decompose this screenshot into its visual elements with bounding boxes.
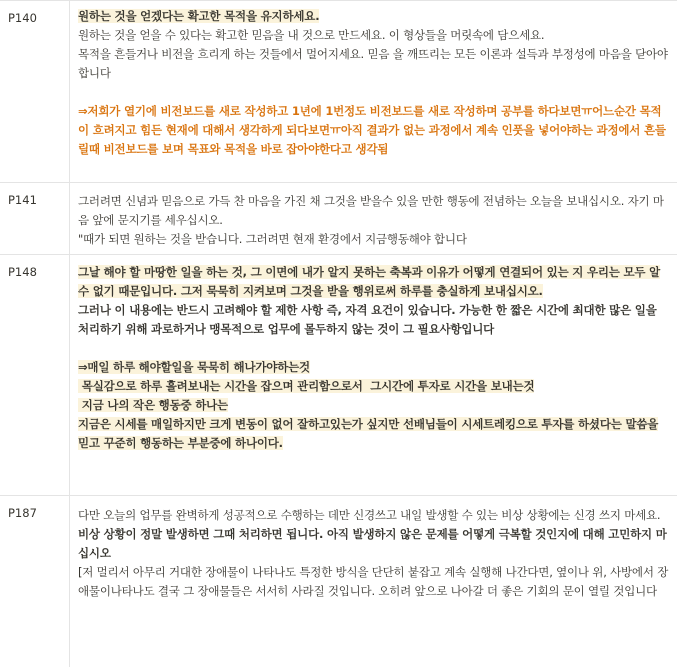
highlighted-line: 지금 나의 작은 행동중 하나는: [78, 398, 228, 412]
body-text: 목적을 흔들거나 비전을 흐리게 하는 것들에서 멀어지세요. 믿음 을 깨뜨리는 모든 이론과 설득과 부정성에 마음을 닫아야 합니다: [78, 47, 668, 80]
bold-paragraph: 비상 상황이 정말 발생하면 그때 처리하면 됩니다. 아직 발생하지 않은 문제를 어떻게 극복할 것인지에 대해 고민하지 마십시오: [78, 527, 667, 560]
highlighted-paragraph: 그날 해야 할 마땅한 일을 하는 것, 그 이면에 내가 알지 못하는 축복과 이유가 어떻게 연결되어 있는 지 우리는 모두 알 수 없기 때문입니다. 그저 묵묵히 지켜보며 그것을 받을 행위로써 하루를 충실하게 보내십시오.: [78, 265, 661, 298]
page-number-cell: P187: [0, 496, 70, 667]
highlighted-line: 지금은 시세를 매일하지만 크게 변동이 없어 잘하고있는가 싶지만 선배님들이 시세트레킹으로 투자를 하셨다는 말씀을 믿고 꾸준히 행동하는 부분중에 하나이다.: [78, 417, 659, 450]
page-number-cell: P148: [0, 255, 70, 495]
body-text: [저 멀리서 아무리 거대한 장애물이 나타나도 특정한 방식을 단단히 붙잡고 계속 실행해 나간다면, 옆이나 위, 사방에서 장애물이나타나도 결국 그 장애물들은 서서히 사라질 것입니다. 오히려 앞으로 나아갈 더 좋은 기회의 문이 열릴 것입니다: [78, 565, 669, 598]
content-cell[interactable]: [70, 183, 677, 254]
content-cell[interactable]: [70, 1, 677, 182]
page-number-cell: P140: [0, 1, 70, 182]
body-text: 원하는 것을 얻을 수 있다는 확고한 믿음을 내 것으로 만드세요. 이 형상들을 머릿속에 담으세요.: [78, 28, 545, 42]
body-text: "때가 되면 원하는 것을 받습니다. 그러려면 현재 환경에서 지금행동해야 합니다: [78, 232, 467, 246]
body-text: 그러려면 신념과 믿음으로 가득 찬 마음을 가진 채 그것을 받을수 있을 만한 행동에 전념하는 오늘을 보내십시오. 자기 마음 앞에 문지기를 세우십시오.: [78, 194, 664, 227]
highlighted-line: 목실감으로 하루 흘려보내는 시간을 잡으며 관리함으로서 그시간에 투자로 시간을 보내는것: [78, 379, 535, 393]
table-row: [0, 496, 677, 667]
content-cell[interactable]: [70, 496, 677, 667]
orange-comment: ⇒저희가 열기에 비전보드를 새로 작성하고 1년에 1번정도 비전보드를 새로 작성하며 공부를 하다보면ㅠ어느순간 목적이 흐려지고 힘든 현재에 대해서 생각하게 되다보면ㅠ아직 결과가 없는 과정에서 계속 인풋을 넣어야하는 과정에서 흔들릴때 비전보드를 보며 목표와 목적을 바로 잡아야한다고 생각됨: [78, 104, 666, 156]
bold-paragraph: 그러나 이 내용에는 반드시 고려해야 할 제한 사항 즉, 자격 요건이 있습니다. 가능한 한 짧은 시간에 최대한 많은 일을 처리하기 위해 과로하거나 맹목적으로 업무에 몰두하지 않는 것이 그 필요사항입니다: [78, 303, 657, 336]
highlighted-sentence: 원하는 것을 얻겠다는 확고한 목적을 유지하세요.: [78, 9, 320, 23]
highlighted-line: ⇒매일 하루 해야할일을 묵묵히 해나가야하는것: [78, 360, 310, 374]
body-text: 다만 오늘의 업무를 완벽하게 성공적으로 수행하는 데만 신경쓰고 내일 발생할 수 있는 비상 상황에는 신경 쓰지 마세요.: [78, 508, 661, 522]
page-number-cell: P141: [0, 183, 70, 254]
table-row: [0, 1, 677, 183]
table-row: [0, 183, 677, 255]
content-cell[interactable]: [70, 255, 677, 495]
table-row: [0, 255, 677, 496]
